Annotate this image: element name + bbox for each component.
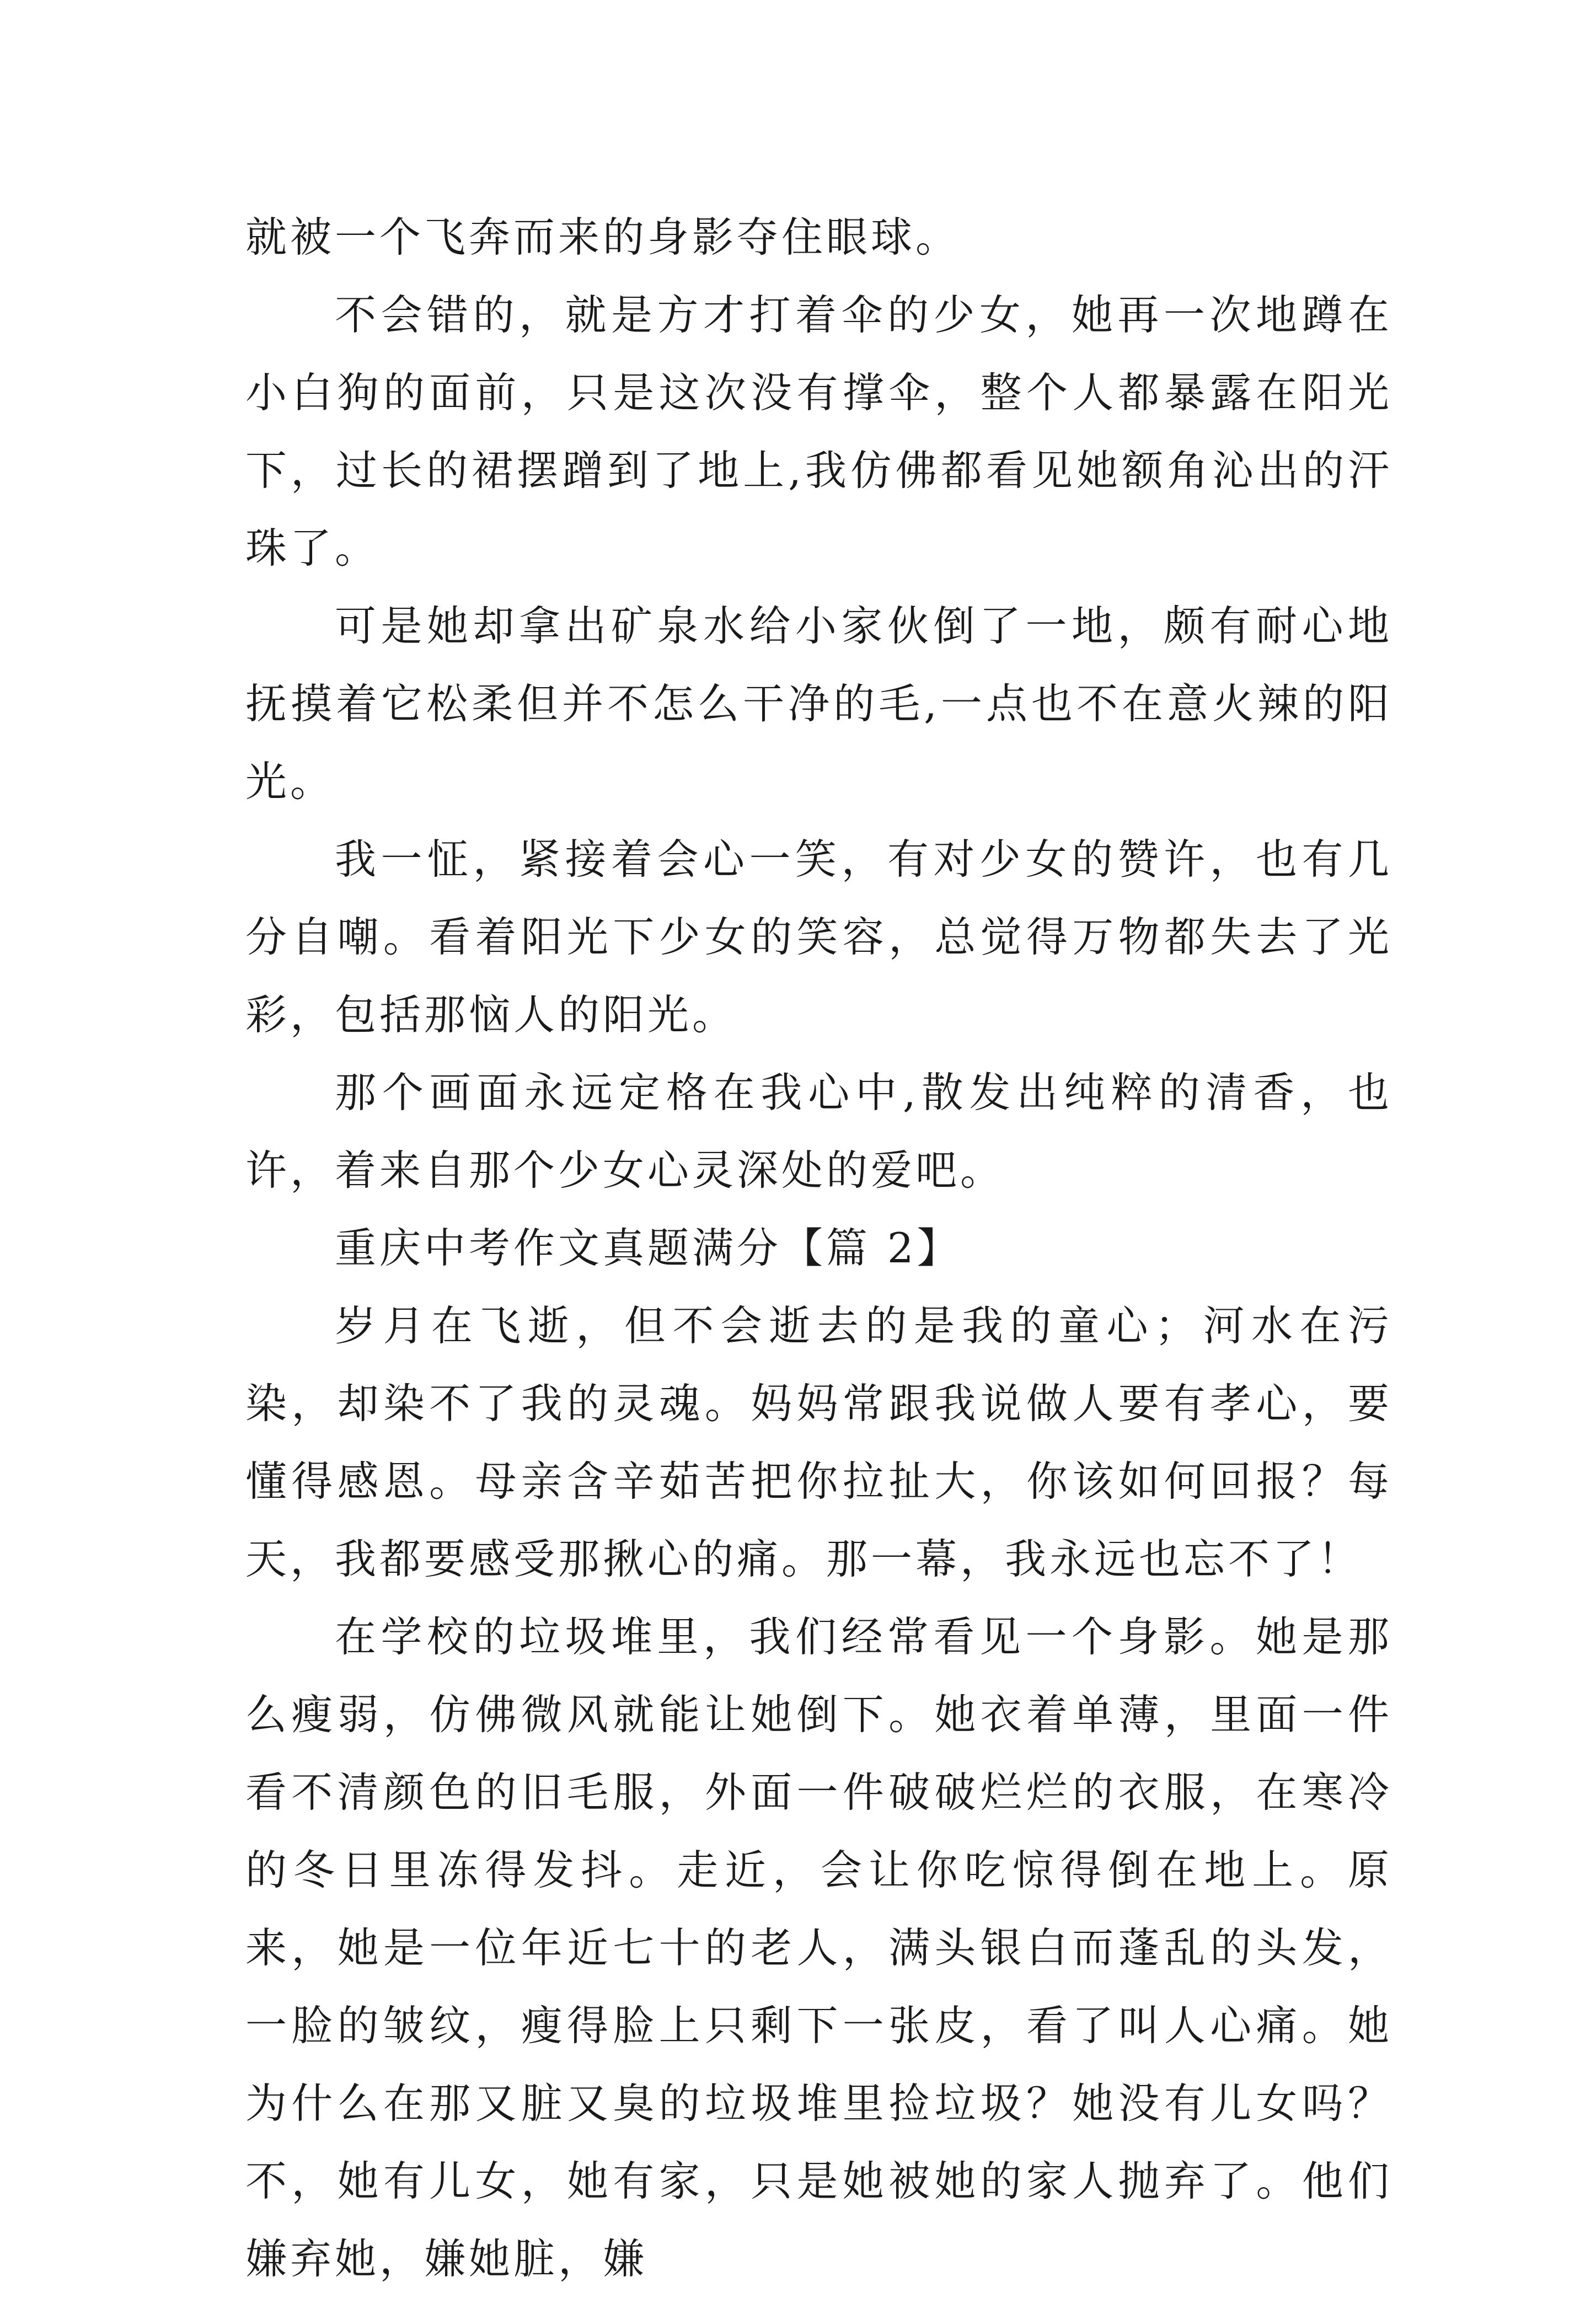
article-body xyxy=(245,199,1393,2298)
paragraph-3: 可是她却拿出矿泉水给小家伙倒了一地，颇有耐心地抚摸着它松柔但并不怎么干净的毛,一点也不在意火辣的阳光。 xyxy=(245,602,1393,806)
paragraph-5: 那个画面永远定格在我心中,散发出纯粹的清香，也许，着来自那个少女心灵深处的爱吧。 xyxy=(245,1068,1393,1194)
paragraph-7: 岁月在飞逝，但不会逝去的是我的童心；河水在污染，却染不了我的灵魂。妈妈常跟我说做人要有孝心，要懂得感恩。母亲含辛茹苦把你拉扯大，你该如何回报？每天，我都要感受那揪心的痛。那一幕，我永远也忘不了！ xyxy=(245,1301,1393,1583)
paragraph-4: 我一怔，紧接着会心一笑，有对少女的赞许，也有几分自嘲。看着阳光下少女的笑容，总觉得万物都失去了光彩，包括那恼人的阳光。 xyxy=(245,835,1393,1039)
section-heading: 重庆中考作文真题满分【篇 2】 xyxy=(335,1224,962,1272)
paragraph-1: 就被一个飞奔而来的身影夺住眼球。 xyxy=(245,213,961,261)
paragraph-8: 在学校的垃圾堆里，我们经常看见一个身影。她是那么瘦弱，仿佛微风就能让她倒下。她衣着单薄，里面一件看不清颜色的旧毛服，外面一件破破烂烂的衣服，在寒冷的冬日里冻得发抖。走近，会让你吃惊得倒在地上。原来，她是一位年近七十的老人，满头银白而蓬乱的头发，一脸的皱纹，瘦得脸上只剩下一张皮，看了叫人心痛。她为什么在那又脏又臭的垃圾堆里捡垃圾？她没有儿女吗？不，她有儿女，她有家，只是她被她的家人抛弃了。他们嫌弃她，嫌她脏，嫌 xyxy=(245,1613,1393,2283)
paragraph-2: 不会错的，就是方才打着伞的少女，她再一次地蹲在小白狗的面前，只是这次没有撑伞，整个人都暴露在阳光下，过长的裙摆蹭到了地上,我仿佛都看见她额角沁出的汗珠了。 xyxy=(245,291,1393,572)
